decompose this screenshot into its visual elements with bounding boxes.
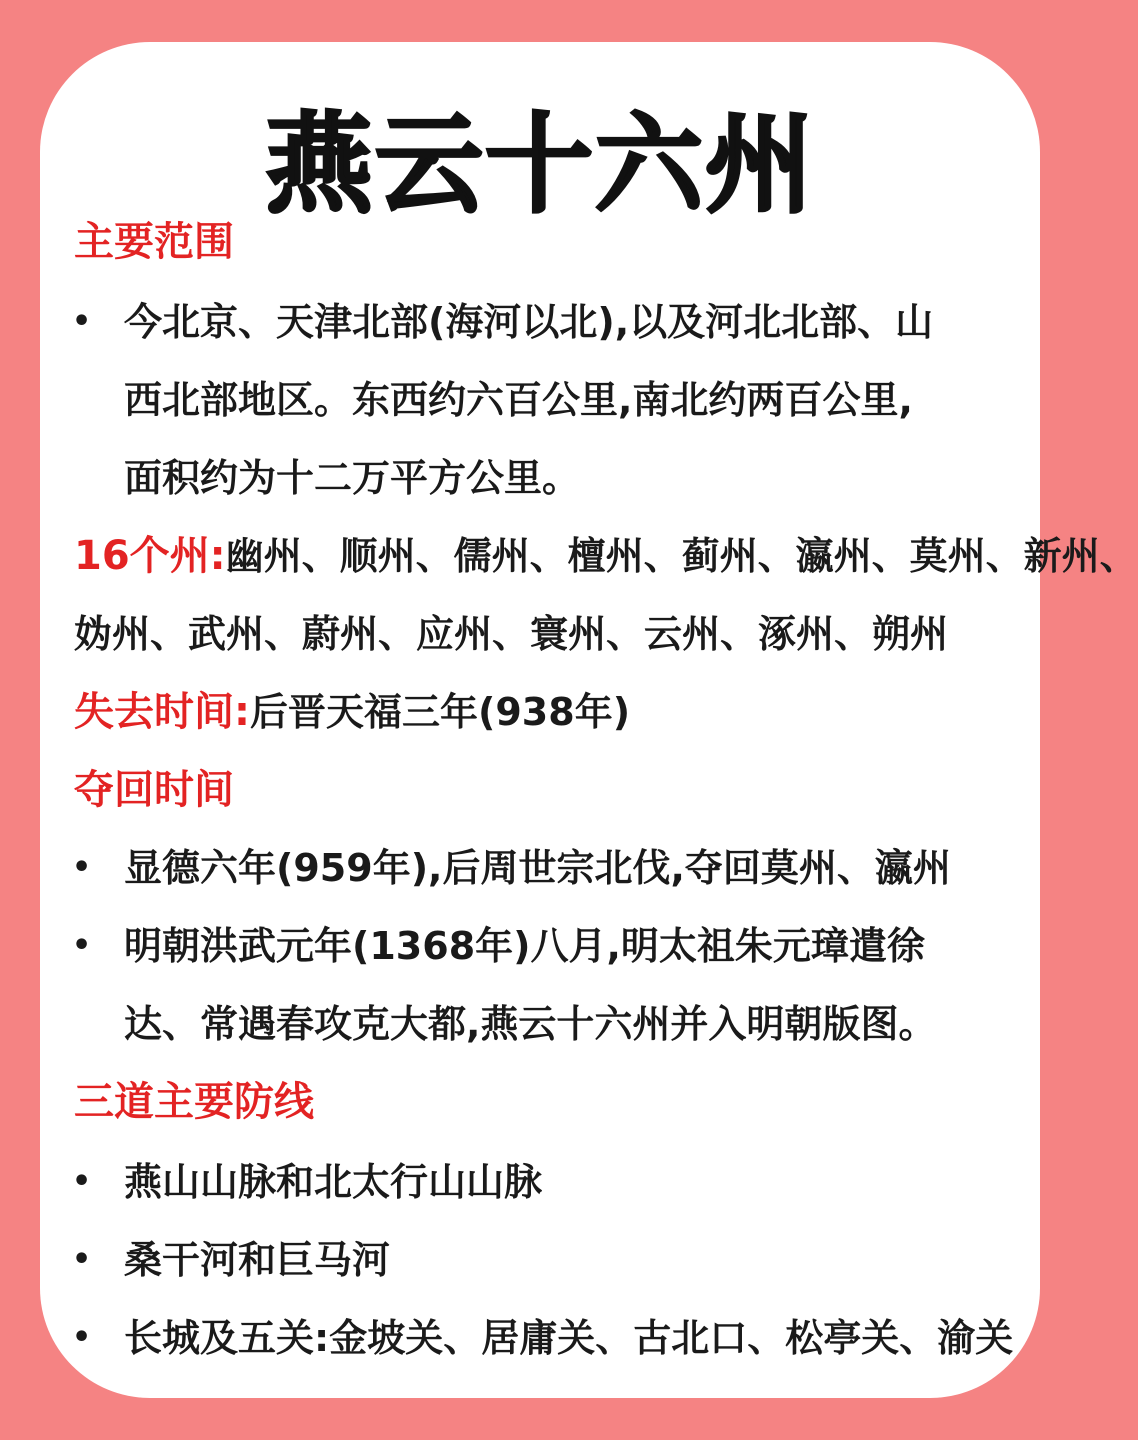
lost-time-row xyxy=(74,688,630,736)
recover-item-2-line-2: 达、常遇春攻克大都,燕云十六州并入明朝版图。 xyxy=(124,1002,937,1046)
states-list-2: 妫州、武州、蔚州、应州、寰州、云州、涿州、朔州 xyxy=(74,612,949,656)
lost-time-value: 后晋天福三年(938年) xyxy=(250,690,631,734)
scope-line-2: 西北部地区。东西约六百公里,南北约两百公里, xyxy=(124,378,913,422)
heading-defense: 三道主要防线 xyxy=(74,1079,314,1125)
heading-scope: 主要范围 xyxy=(74,219,234,265)
bullet-icon: • xyxy=(72,928,92,963)
defense-item-1: 燕山山脉和北太行山山脉 xyxy=(124,1160,543,1204)
scope-line-3: 面积约为十二万平方公里。 xyxy=(124,456,581,500)
content-card xyxy=(40,42,1138,1398)
states-label: 16个州: xyxy=(74,533,226,579)
recover-item-2-line-1: 明朝洪武元年(1368年)八月,明太祖朱元璋遣徐 xyxy=(124,924,925,968)
states-line-1 xyxy=(74,532,1138,580)
bullet-icon: • xyxy=(72,1320,92,1355)
bullet-icon: • xyxy=(72,850,92,885)
lost-time-label: 失去时间: xyxy=(74,689,250,735)
page-title: 燕云十六州 xyxy=(264,103,815,228)
recover-item-1: 显德六年(959年),后周世宗北伐,夺回莫州、瀛州 xyxy=(124,846,951,890)
heading-recover: 夺回时间 xyxy=(74,767,234,813)
defense-item-3: 长城及五关:金坡关、居庸关、古北口、松亭关、渝关 xyxy=(124,1316,1014,1360)
states-list-1: 幽州、顺州、儒州、檀州、蓟州、瀛州、莫州、新州、 xyxy=(225,534,1138,578)
bullet-icon: • xyxy=(72,1242,92,1277)
bullet-icon: • xyxy=(72,304,92,339)
scope-line-1: 今北京、天津北部(海河以北),以及河北北部、山 xyxy=(124,300,934,344)
bullet-icon: • xyxy=(72,1164,92,1199)
defense-item-2: 桑干河和巨马河 xyxy=(124,1238,391,1282)
